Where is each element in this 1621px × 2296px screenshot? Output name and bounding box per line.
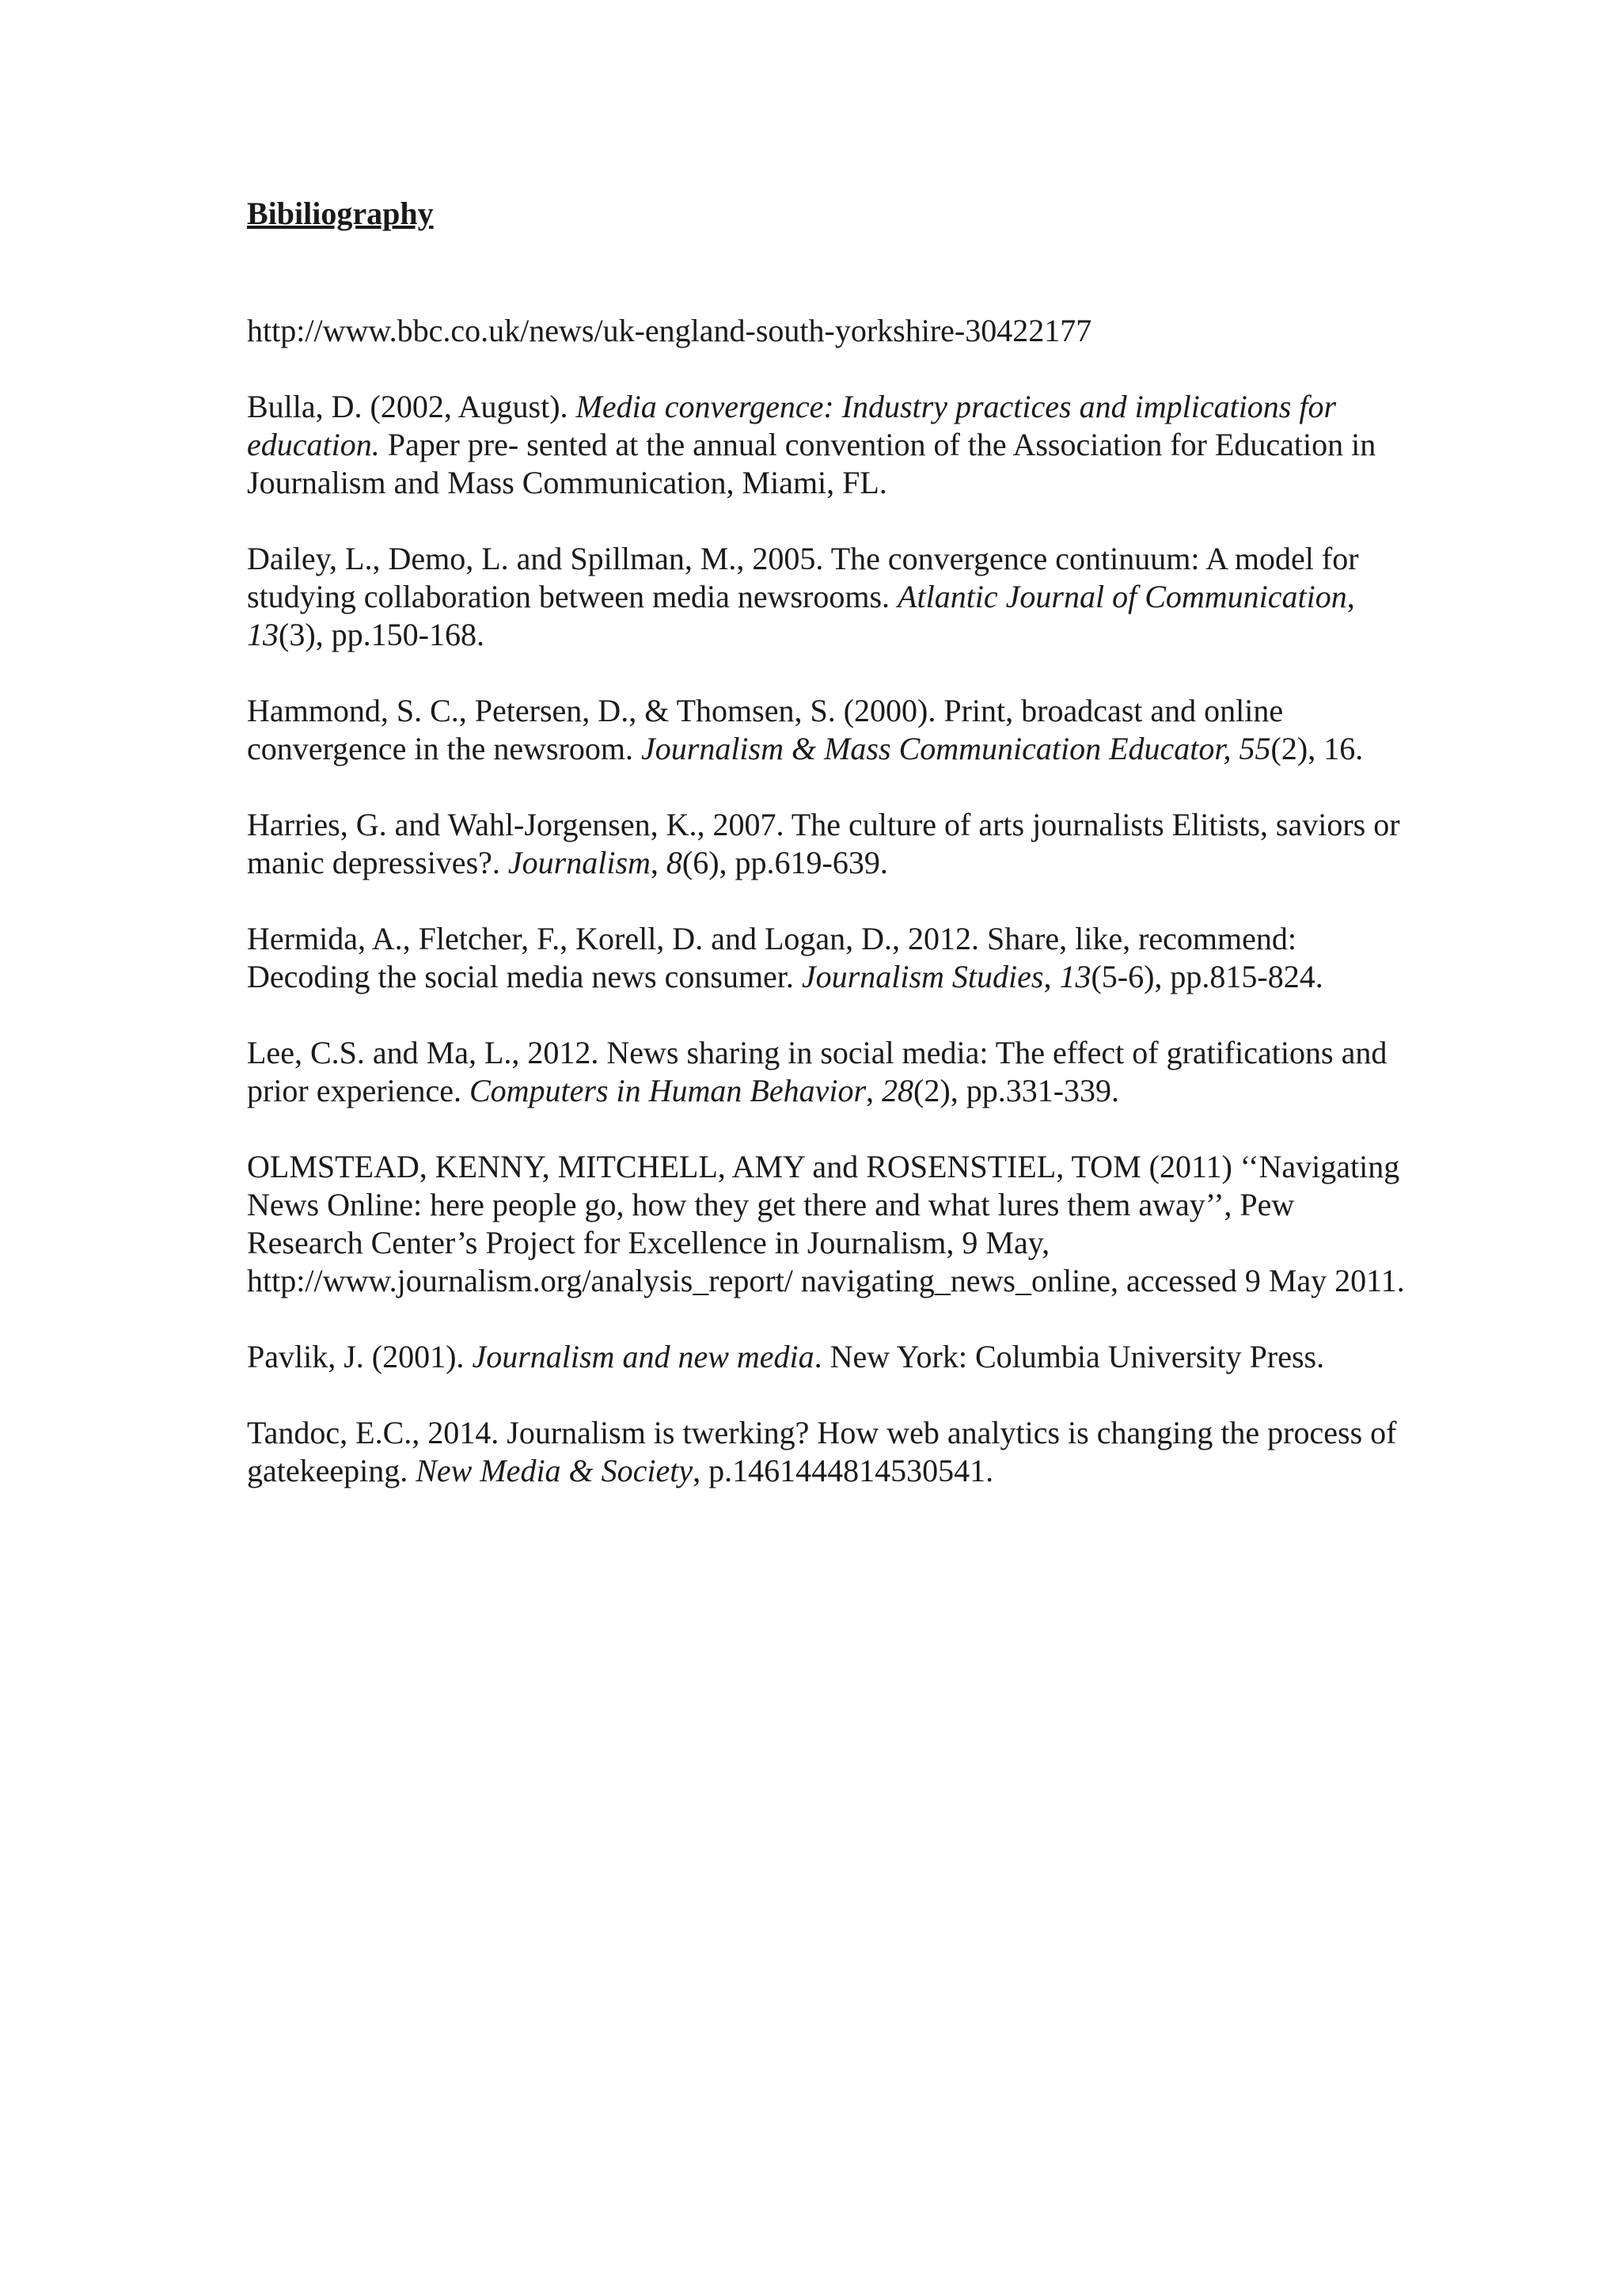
entry-text: Bulla, D. (2002, August). <box>247 389 576 424</box>
entry-text: Lee, C.S. and Ma, L., 2012. News sharing in social media: The effect of gratifications and prior experience. <box>247 1035 1388 1108</box>
bibliography-entry <box>247 540 1410 654</box>
entry-text: (3), pp.150-168. <box>279 617 484 652</box>
entry-text: (6), pp.619-639. <box>681 845 888 880</box>
entry-italic-text: Journalism and new media <box>472 1339 814 1374</box>
entry-text: (5-6), pp.815-824. <box>1091 959 1323 994</box>
entry-text: , <box>866 1073 883 1108</box>
entry-text: , <box>650 845 666 880</box>
entry-text: . New York: Columbia University Press. <box>814 1339 1325 1374</box>
bibliography-entry <box>247 1414 1410 1490</box>
entry-italic-text: Journalism <box>507 845 651 880</box>
entry-text: , <box>1043 959 1060 994</box>
entry-italic-text: Atlantic Journal of Communication <box>898 579 1347 614</box>
bibliography-entry <box>247 806 1410 882</box>
bibliography-entry <box>247 692 1410 768</box>
entry-italic-text: 8 <box>666 845 682 880</box>
entry-italic-text: 13 <box>1059 959 1091 994</box>
bibliography-entry <box>247 1338 1410 1376</box>
entry-text: Hermida, A., Fletcher, F., Korell, D. and Logan, D., 2012. Share, like, recommend: Decoding the social media news consumer. <box>247 921 1296 994</box>
bibliography-entry <box>247 312 1410 350</box>
entry-italic-text: Computers in Human Behavior <box>469 1073 867 1108</box>
bibliography-entry <box>247 920 1410 996</box>
entry-text: http://www.bbc.co.uk/news/uk-england-south-yorkshire-30422177 <box>247 313 1092 348</box>
bibliography-heading: Bibiliography <box>247 196 434 231</box>
bibliography-entry <box>247 1148 1410 1300</box>
entry-text: OLMSTEAD, KENNY, MITCHELL, AMY and ROSENSTIEL, TOM (2011) ‘‘Navigating News Online: here people go, how they get there and what lures them away’’, Pew Research Center’s Project for Excellence in Journalism, 9 May, http://www.journalism.org/analysis_report/ navigating_news_online, accessed 9 May 2011. <box>247 1149 1405 1298</box>
entry-text: Tandoc, E.C., 2014. Journalism is twerking? How web analytics is changing the process of gatekeeping. <box>247 1415 1397 1488</box>
entry-italic-text: Media convergence: Industry practices and implications for education. <box>247 389 1337 462</box>
entry-text: Paper pre- sented at the annual convention of the Association for Education in Journalism and Mass Communication, Miami, FL. <box>247 427 1376 500</box>
entry-text: Harries, G. and Wahl-Jorgensen, K., 2007. The culture of arts journalists Elitists, saviors or manic depressives?. <box>247 807 1400 880</box>
entry-text: Pavlik, J. (2001). <box>247 1339 473 1374</box>
entry-italic-text: New Media & Society <box>416 1453 693 1488</box>
entry-italic-text: Journalism & Mass Communication Educator, 55 <box>641 731 1271 766</box>
entry-text: Dailey, L., Demo, L. and Spillman, M., 2005. The convergence continuum: A model for studying collaboration between media newsrooms. <box>247 541 1359 614</box>
entry-text: , <box>1346 579 1355 614</box>
bibliography-entry <box>247 1034 1410 1110</box>
bibliography-list <box>247 312 1410 1490</box>
entry-text: (2), pp.331-339. <box>913 1073 1120 1108</box>
entry-italic-text: 28 <box>882 1073 914 1108</box>
entry-italic-text: 13 <box>247 617 279 652</box>
bibliography-entry <box>247 388 1410 502</box>
entry-text: Hammond, S. C., Petersen, D., & Thomsen, S. (2000). Print, broadcast and online convergence in the newsroom. <box>247 693 1284 766</box>
entry-text: , p.1461444814530541. <box>693 1453 994 1488</box>
document-page <box>247 190 1410 1528</box>
entry-italic-text: Journalism Studies <box>801 959 1044 994</box>
entry-text: (2), 16. <box>1270 731 1364 766</box>
